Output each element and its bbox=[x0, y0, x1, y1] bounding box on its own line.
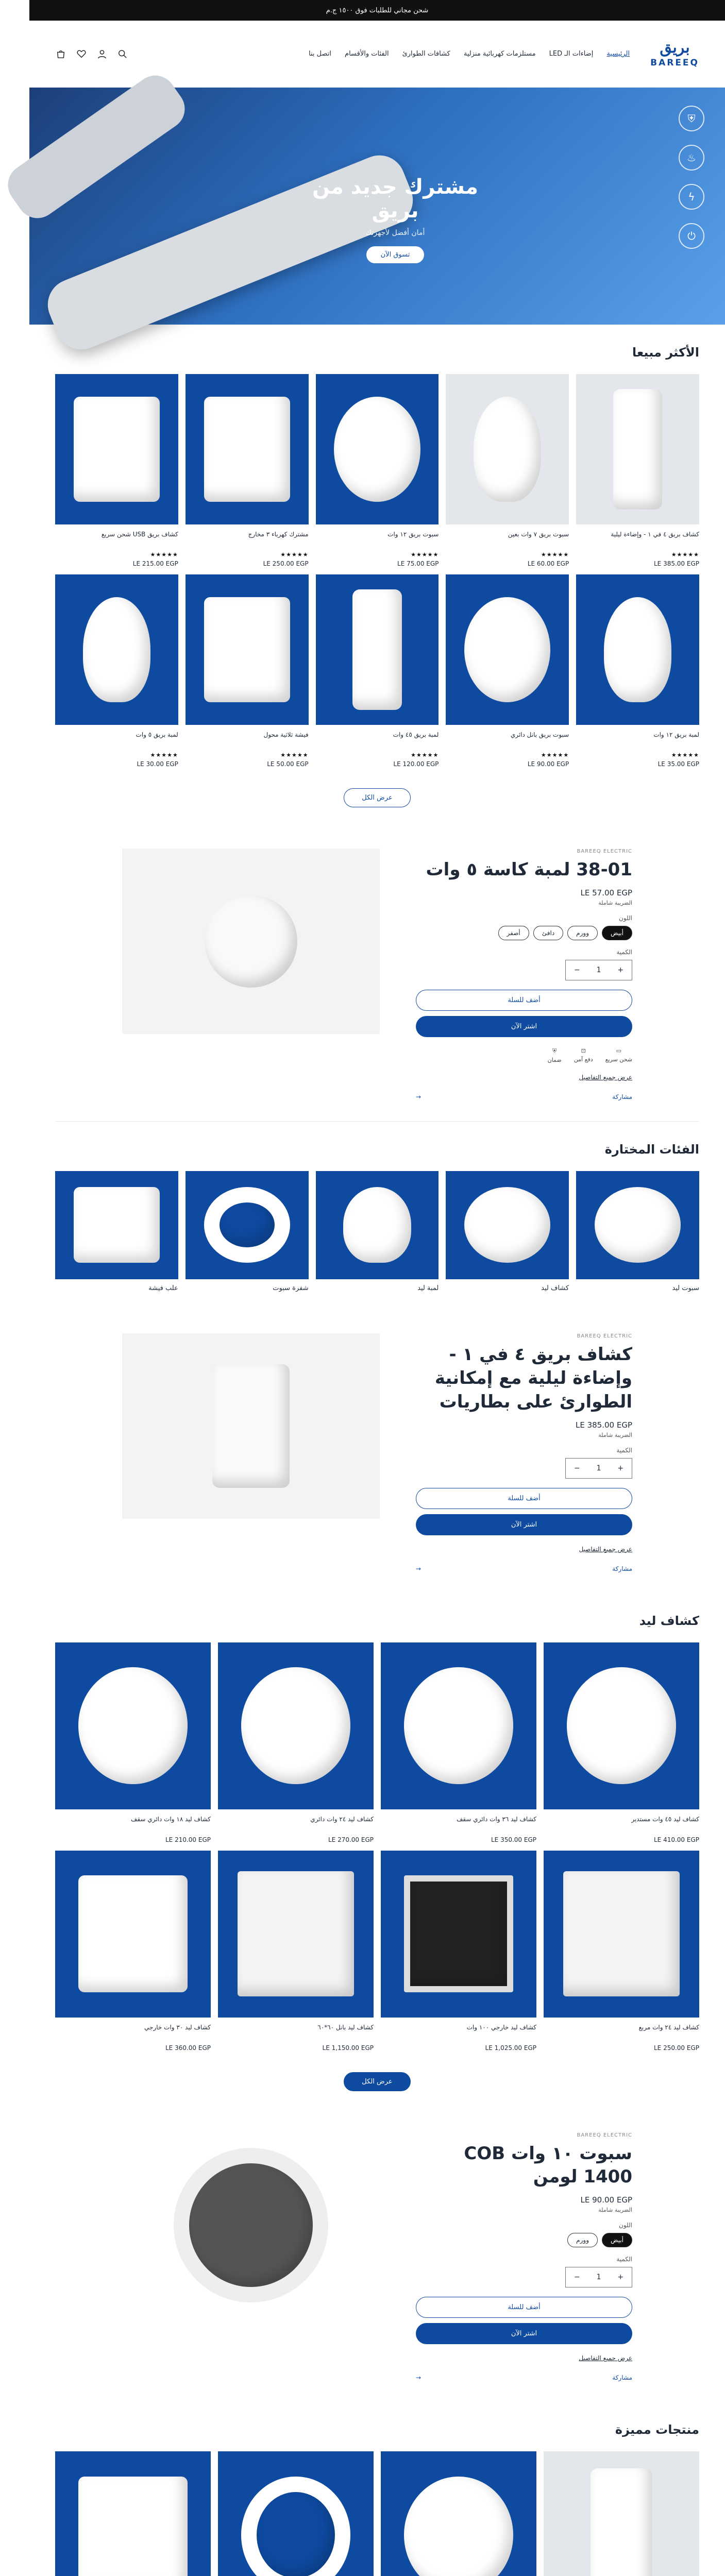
product-price: LE 35.00 EGP bbox=[657, 760, 699, 768]
product-name: مشترك كهرباء ٣ مخارج bbox=[248, 531, 309, 538]
product-card[interactable] bbox=[218, 1851, 374, 2052]
product-image bbox=[55, 1642, 211, 1809]
vendor: BAREEQ ELECTRIC bbox=[577, 2132, 632, 2138]
product-photo bbox=[241, 2477, 350, 2576]
product-photo bbox=[563, 1871, 680, 1996]
category-photo bbox=[204, 1187, 290, 1263]
product-image bbox=[55, 2451, 211, 2576]
product-photo bbox=[241, 1667, 350, 1784]
product-image bbox=[544, 2451, 699, 2576]
vendor: BAREEQ ELECTRIC bbox=[577, 849, 632, 854]
product-image bbox=[446, 574, 569, 725]
tax-note: الضريبة شاملة bbox=[598, 1431, 632, 1438]
product-image bbox=[576, 374, 699, 524]
share-row bbox=[416, 1093, 632, 1100]
variant-option[interactable]: أصفر bbox=[498, 926, 529, 940]
category-image bbox=[316, 1171, 439, 1279]
product-grid bbox=[55, 1642, 699, 2052]
product-price: LE 75.00 EGP bbox=[397, 560, 439, 567]
product-photo bbox=[204, 597, 290, 702]
quantity-stepper[interactable] bbox=[565, 960, 632, 980]
share-button[interactable]: مشاركة bbox=[612, 2374, 632, 2382]
product-photo bbox=[474, 397, 541, 502]
product-image bbox=[55, 574, 178, 725]
product-photo bbox=[78, 2477, 187, 2576]
product-price: LE 1,150.00 EGP bbox=[322, 2044, 374, 2052]
product-image bbox=[218, 1851, 374, 2018]
rating-stars: ★★★★★ bbox=[280, 551, 309, 558]
variant-option[interactable]: وورم bbox=[567, 2233, 598, 2247]
featured-product-1 bbox=[29, 828, 725, 1121]
variant-option[interactable]: أبيض bbox=[602, 2233, 632, 2247]
product-photo bbox=[567, 1667, 676, 1784]
product-card[interactable] bbox=[55, 1851, 211, 2052]
quantity-label: الكمية bbox=[616, 2256, 632, 2263]
truck-icon: ▭ bbox=[616, 1047, 622, 1054]
category-image bbox=[446, 1171, 569, 1279]
category-grid bbox=[55, 1171, 699, 1292]
featured-product-2 bbox=[29, 1313, 725, 1593]
logo-arabic: بريق bbox=[660, 38, 690, 57]
nav-item[interactable]: الفئات والأقسام bbox=[345, 50, 389, 58]
lightning-icon: ϟ bbox=[679, 184, 704, 210]
trust-label: دفع آمن bbox=[574, 1056, 593, 1063]
plus-icon[interactable]: + bbox=[617, 965, 624, 974]
product-name: كشاف ليد ٢٤ وات مربع bbox=[638, 2023, 699, 2031]
nav-item[interactable]: مستلزمات كهربائية منزلية bbox=[463, 50, 536, 58]
logo[interactable] bbox=[650, 40, 699, 68]
product-card[interactable] bbox=[446, 374, 569, 567]
variant-options bbox=[416, 926, 632, 940]
product-card[interactable] bbox=[544, 1642, 699, 1843]
rating-stars: ★★★★★ bbox=[150, 551, 178, 558]
product-photo bbox=[78, 1667, 187, 1784]
product-photo bbox=[404, 1875, 513, 1992]
category-card[interactable] bbox=[186, 1171, 309, 1292]
product-name: كشاف ليد خارجي ١٠٠ وات bbox=[466, 2023, 536, 2031]
view-details-link[interactable]: عرض جميع التفاصيل bbox=[579, 2354, 632, 2362]
minus-icon[interactable]: − bbox=[574, 965, 580, 974]
trust-label: ضمان bbox=[547, 1056, 562, 1063]
category-photo bbox=[595, 1187, 681, 1263]
rating-stars: ★★★★★ bbox=[671, 551, 699, 558]
product-title: 38-01 لمبة كاسة ٥ وات bbox=[426, 859, 632, 880]
category-card[interactable] bbox=[446, 1171, 569, 1292]
arrow-icon[interactable]: → bbox=[416, 2374, 421, 2382]
fire-icon: ♨ bbox=[679, 145, 704, 171]
product-name: سبوت بريق بانل دائري bbox=[510, 731, 569, 738]
rating-stars: ★★★★★ bbox=[541, 752, 569, 758]
power-icon: ⏻ bbox=[679, 223, 704, 249]
product-photo bbox=[238, 1871, 355, 1996]
rating-stars: ★★★★★ bbox=[411, 551, 439, 558]
product-card[interactable] bbox=[544, 1851, 699, 2052]
product-name: كشاف ليد ١٨ وات دائري سقف bbox=[130, 1815, 211, 1823]
product-photo bbox=[352, 589, 402, 710]
category-card[interactable] bbox=[55, 1171, 178, 1292]
featured-product-3 bbox=[29, 2112, 725, 2402]
product-image bbox=[55, 374, 178, 524]
header-icons bbox=[55, 48, 128, 60]
announcement-bar bbox=[29, 0, 725, 21]
nav-item[interactable]: كشافات الطوارئ bbox=[402, 50, 450, 58]
add-to-cart-button[interactable]: أضف للسلة bbox=[416, 1488, 632, 1509]
product-name: كشاف بريق USB شحن سريع bbox=[101, 531, 178, 538]
product-image bbox=[122, 849, 380, 1034]
product-price: LE 50.00 EGP bbox=[267, 760, 309, 768]
wishlist-icon[interactable] bbox=[76, 48, 87, 60]
quantity-value: 1 bbox=[596, 1464, 601, 1472]
category-card[interactable] bbox=[576, 1171, 699, 1292]
trust-badge bbox=[548, 1047, 562, 1063]
product-price: LE 57.00 EGP bbox=[580, 888, 632, 897]
product-image bbox=[316, 374, 439, 524]
share-row bbox=[416, 1565, 632, 1572]
tax-note: الضريبة شاملة bbox=[598, 2207, 632, 2214]
product-price: LE 120.00 EGP bbox=[393, 760, 439, 768]
share-button[interactable]: مشاركة bbox=[612, 1093, 632, 1100]
product-info bbox=[416, 2132, 632, 2382]
product-card[interactable] bbox=[186, 374, 309, 567]
hero-shop-button[interactable]: تسوق الآن bbox=[366, 246, 425, 263]
product-info bbox=[416, 1333, 632, 1572]
view-details-link[interactable]: عرض جميع التفاصيل bbox=[579, 1073, 632, 1081]
share-row bbox=[416, 2374, 632, 2381]
tax-note: الضريبة شاملة bbox=[598, 899, 632, 906]
rating-stars: ★★★★★ bbox=[671, 752, 699, 758]
plus-icon[interactable]: + bbox=[617, 1464, 624, 1472]
variant-options bbox=[416, 2233, 632, 2247]
product-photo bbox=[74, 397, 160, 502]
product-image bbox=[381, 1851, 536, 2018]
product-price: LE 385.00 EGP bbox=[575, 1420, 632, 1430]
hero-content bbox=[297, 175, 493, 263]
cart-icon[interactable] bbox=[55, 48, 66, 60]
hero-subtitle: أمان أفضل لأجهزتك bbox=[365, 229, 425, 237]
product-price: LE 385.00 EGP bbox=[653, 560, 699, 567]
category-name: لمبة ليد bbox=[417, 1284, 439, 1292]
product-name: كشاف ليد ٣٦ وات دائري سقف bbox=[456, 1815, 536, 1823]
section-title: الأكثر مبيعا bbox=[632, 345, 699, 360]
product-image bbox=[381, 1642, 536, 1809]
category-name: كشاف ليد bbox=[541, 1284, 569, 1292]
product-image bbox=[55, 1851, 211, 2018]
hero-title: مشترك جديد من بريق bbox=[312, 175, 478, 223]
product-name: كشاف ليد ٣٠ وات خارجي bbox=[144, 2023, 211, 2031]
product-image bbox=[381, 2451, 536, 2576]
product-card[interactable] bbox=[316, 374, 439, 567]
buy-now-button[interactable]: اشتر الآن bbox=[416, 2323, 632, 2344]
product-photo bbox=[404, 1667, 513, 1784]
site-header bbox=[29, 21, 725, 88]
product-card[interactable] bbox=[576, 374, 699, 567]
product-image bbox=[218, 1642, 374, 1809]
product-price: LE 90.00 EGP bbox=[580, 2195, 632, 2205]
product-photo bbox=[613, 389, 663, 510]
product-name: كشاف ليد ٢٤ وات دائري bbox=[310, 1815, 374, 1823]
product-photo bbox=[591, 2468, 653, 2576]
category-image bbox=[576, 1171, 699, 1279]
quantity-stepper[interactable] bbox=[565, 2267, 632, 2287]
product-photo bbox=[604, 597, 671, 702]
buy-now-button[interactable]: اشتر الآن bbox=[416, 1016, 632, 1037]
product-card[interactable] bbox=[446, 574, 569, 768]
add-to-cart-button[interactable]: أضف للسلة bbox=[416, 2297, 632, 2318]
product-card[interactable] bbox=[55, 2451, 211, 2576]
product-price: LE 30.00 EGP bbox=[137, 760, 178, 768]
product-price: LE 215.00 EGP bbox=[132, 560, 178, 567]
product-card[interactable] bbox=[544, 2451, 699, 2576]
rating-stars: ★★★★★ bbox=[150, 752, 178, 758]
product-title: سبوت ١٠ وات COB 1400 لومن bbox=[464, 2143, 632, 2188]
quantity-label: الكمية bbox=[616, 1446, 632, 1454]
product-grid bbox=[55, 374, 699, 768]
trust-label: شحن سريع bbox=[605, 1056, 632, 1063]
arrow-icon[interactable]: → bbox=[416, 1565, 421, 1572]
trust-badge bbox=[605, 1047, 632, 1063]
product-card[interactable] bbox=[218, 2451, 374, 2576]
category-photo bbox=[74, 1187, 160, 1263]
logo-english: BAREEQ bbox=[650, 57, 699, 68]
product-name: فيشة ثلاثية محول bbox=[263, 731, 309, 738]
product-photo bbox=[204, 397, 290, 502]
categories-section bbox=[29, 1122, 725, 1313]
view-details-link[interactable]: عرض جميع التفاصيل bbox=[579, 1545, 632, 1553]
option-label: اللون bbox=[619, 914, 632, 922]
variant-option[interactable]: دافئ bbox=[533, 926, 563, 940]
category-image bbox=[186, 1171, 309, 1279]
product-info bbox=[416, 849, 632, 1100]
product-image bbox=[576, 574, 699, 725]
product-card[interactable] bbox=[381, 1851, 536, 2052]
product-price: LE 250.00 EGP bbox=[263, 560, 309, 567]
product-price: LE 410.00 EGP bbox=[653, 1836, 699, 1843]
product-card[interactable] bbox=[55, 574, 178, 768]
product-image bbox=[446, 374, 569, 524]
product-name: سبوت بريق ٧ وات بعين bbox=[508, 531, 569, 538]
quantity-value: 1 bbox=[596, 2273, 601, 2282]
lock-icon: ⊡ bbox=[581, 1047, 586, 1054]
category-card[interactable] bbox=[316, 1171, 439, 1292]
nav-item[interactable]: إضاءات الـ LED bbox=[549, 50, 594, 58]
hero-power-strip-image bbox=[0, 67, 193, 226]
section-title: الفئات المختارة bbox=[604, 1142, 699, 1157]
search-icon[interactable] bbox=[117, 48, 128, 60]
main-nav bbox=[309, 50, 630, 58]
product-card[interactable] bbox=[381, 1642, 536, 1843]
product-price: LE 90.00 EGP bbox=[527, 760, 569, 768]
product-card[interactable] bbox=[218, 1642, 374, 1843]
featured-products-section bbox=[29, 2402, 725, 2576]
category-name: سبوت ليد bbox=[672, 1284, 699, 1292]
led-floodlights-section bbox=[29, 1593, 725, 2112]
product-name: كشاف ليد بانل ٦٠*٦٠ bbox=[317, 2023, 374, 2031]
product-price: LE 210.00 EGP bbox=[165, 1836, 211, 1843]
quantity-stepper[interactable] bbox=[565, 1458, 632, 1479]
product-photo bbox=[404, 2477, 513, 2576]
minus-icon[interactable]: − bbox=[574, 2273, 580, 2282]
add-to-cart-button[interactable]: أضف للسلة bbox=[416, 990, 632, 1011]
product-price: LE 250.00 EGP bbox=[653, 2044, 699, 2052]
product-card[interactable] bbox=[55, 1642, 211, 1843]
product-image bbox=[186, 574, 309, 725]
buy-now-button[interactable]: اشتر الآن bbox=[416, 1514, 632, 1535]
best-sellers-section bbox=[29, 325, 725, 828]
product-name: سبوت بريق ١٢ وات bbox=[387, 531, 439, 538]
category-name: علب فيشة bbox=[148, 1284, 178, 1292]
hero-banner bbox=[29, 88, 725, 325]
option-label: اللون bbox=[619, 2222, 632, 2229]
product-photo bbox=[464, 597, 550, 702]
product-image bbox=[122, 1333, 380, 1519]
vendor: BAREEQ ELECTRIC bbox=[577, 1333, 632, 1339]
quantity-value: 1 bbox=[596, 965, 601, 974]
product-card[interactable] bbox=[381, 2451, 536, 2576]
product-image bbox=[186, 374, 309, 524]
product-image bbox=[122, 2132, 380, 2318]
product-price: LE 270.00 EGP bbox=[328, 1836, 374, 1843]
nav-item[interactable]: الرئيسية bbox=[606, 50, 630, 58]
product-price: LE 360.00 EGP bbox=[165, 2044, 211, 2052]
trust-badge bbox=[574, 1047, 593, 1063]
product-price: LE 350.00 EGP bbox=[491, 1836, 536, 1843]
product-card[interactable] bbox=[316, 574, 439, 768]
hero-feature-icons bbox=[679, 106, 704, 249]
rating-stars: ★★★★★ bbox=[280, 752, 309, 758]
product-price: LE 1,025.00 EGP bbox=[485, 2044, 536, 2052]
nav-item[interactable]: اتصل بنا bbox=[309, 50, 332, 58]
section-title: منتجات مميزة bbox=[615, 2422, 699, 2437]
product-title: كشاف بريق ٤ في ١ - وإضاءة ليلية مع إمكانية الطوارئ على بطاريات bbox=[434, 1344, 632, 1412]
product-card[interactable] bbox=[186, 574, 309, 768]
view-all-button[interactable]: عرض الكل bbox=[344, 2072, 411, 2091]
variant-option[interactable]: وورم bbox=[567, 926, 598, 940]
announcement-text: شحن مجاني للطلبات فوق ١٥٠٠ ج.م bbox=[326, 6, 429, 14]
arrow-icon[interactable]: → bbox=[416, 1093, 421, 1100]
product-image bbox=[218, 2451, 374, 2576]
product-name: لمبة بريق ١٢ وات bbox=[653, 731, 699, 738]
minus-icon[interactable]: − bbox=[574, 1464, 580, 1472]
product-price: LE 60.00 EGP bbox=[527, 560, 569, 567]
product-image bbox=[316, 574, 439, 725]
product-photo bbox=[334, 397, 420, 502]
product-image bbox=[544, 1642, 699, 1809]
account-icon[interactable] bbox=[96, 48, 108, 60]
category-photo bbox=[464, 1187, 550, 1263]
trust-badges bbox=[416, 1047, 632, 1063]
quantity-label: الكمية bbox=[616, 948, 632, 956]
section-title: كشاف ليد bbox=[639, 1613, 699, 1628]
view-all-button[interactable]: عرض الكل bbox=[344, 788, 411, 807]
shield-icon: ⛨ bbox=[552, 1047, 557, 1054]
product-grid bbox=[55, 2451, 699, 2576]
product-name: كشاف ليد ٤٥ وات مستدير bbox=[631, 1815, 699, 1823]
product-photo bbox=[83, 597, 150, 702]
product-card[interactable] bbox=[55, 374, 178, 567]
category-photo bbox=[343, 1187, 411, 1263]
product-card[interactable] bbox=[576, 574, 699, 768]
plus-icon[interactable]: + bbox=[617, 2273, 624, 2282]
product-photo bbox=[78, 1875, 187, 1992]
share-button[interactable]: مشاركة bbox=[612, 1565, 632, 1572]
product-image bbox=[544, 1851, 699, 2018]
variant-option[interactable]: أبيض bbox=[602, 926, 632, 940]
rating-stars: ★★★★★ bbox=[411, 752, 439, 758]
rating-stars: ★★★★★ bbox=[541, 551, 569, 558]
product-name: لمبة بريق ٤٥ وات bbox=[393, 731, 439, 738]
category-name: شفرة سبوت bbox=[273, 1284, 309, 1292]
product-name: لمبة بريق ٥ وات bbox=[136, 731, 178, 738]
product-name: كشاف بريق ٤ في ١ - وإضاءة ليلية bbox=[611, 531, 699, 538]
shield-icon: ⛨ bbox=[679, 106, 704, 131]
category-image bbox=[55, 1171, 178, 1279]
